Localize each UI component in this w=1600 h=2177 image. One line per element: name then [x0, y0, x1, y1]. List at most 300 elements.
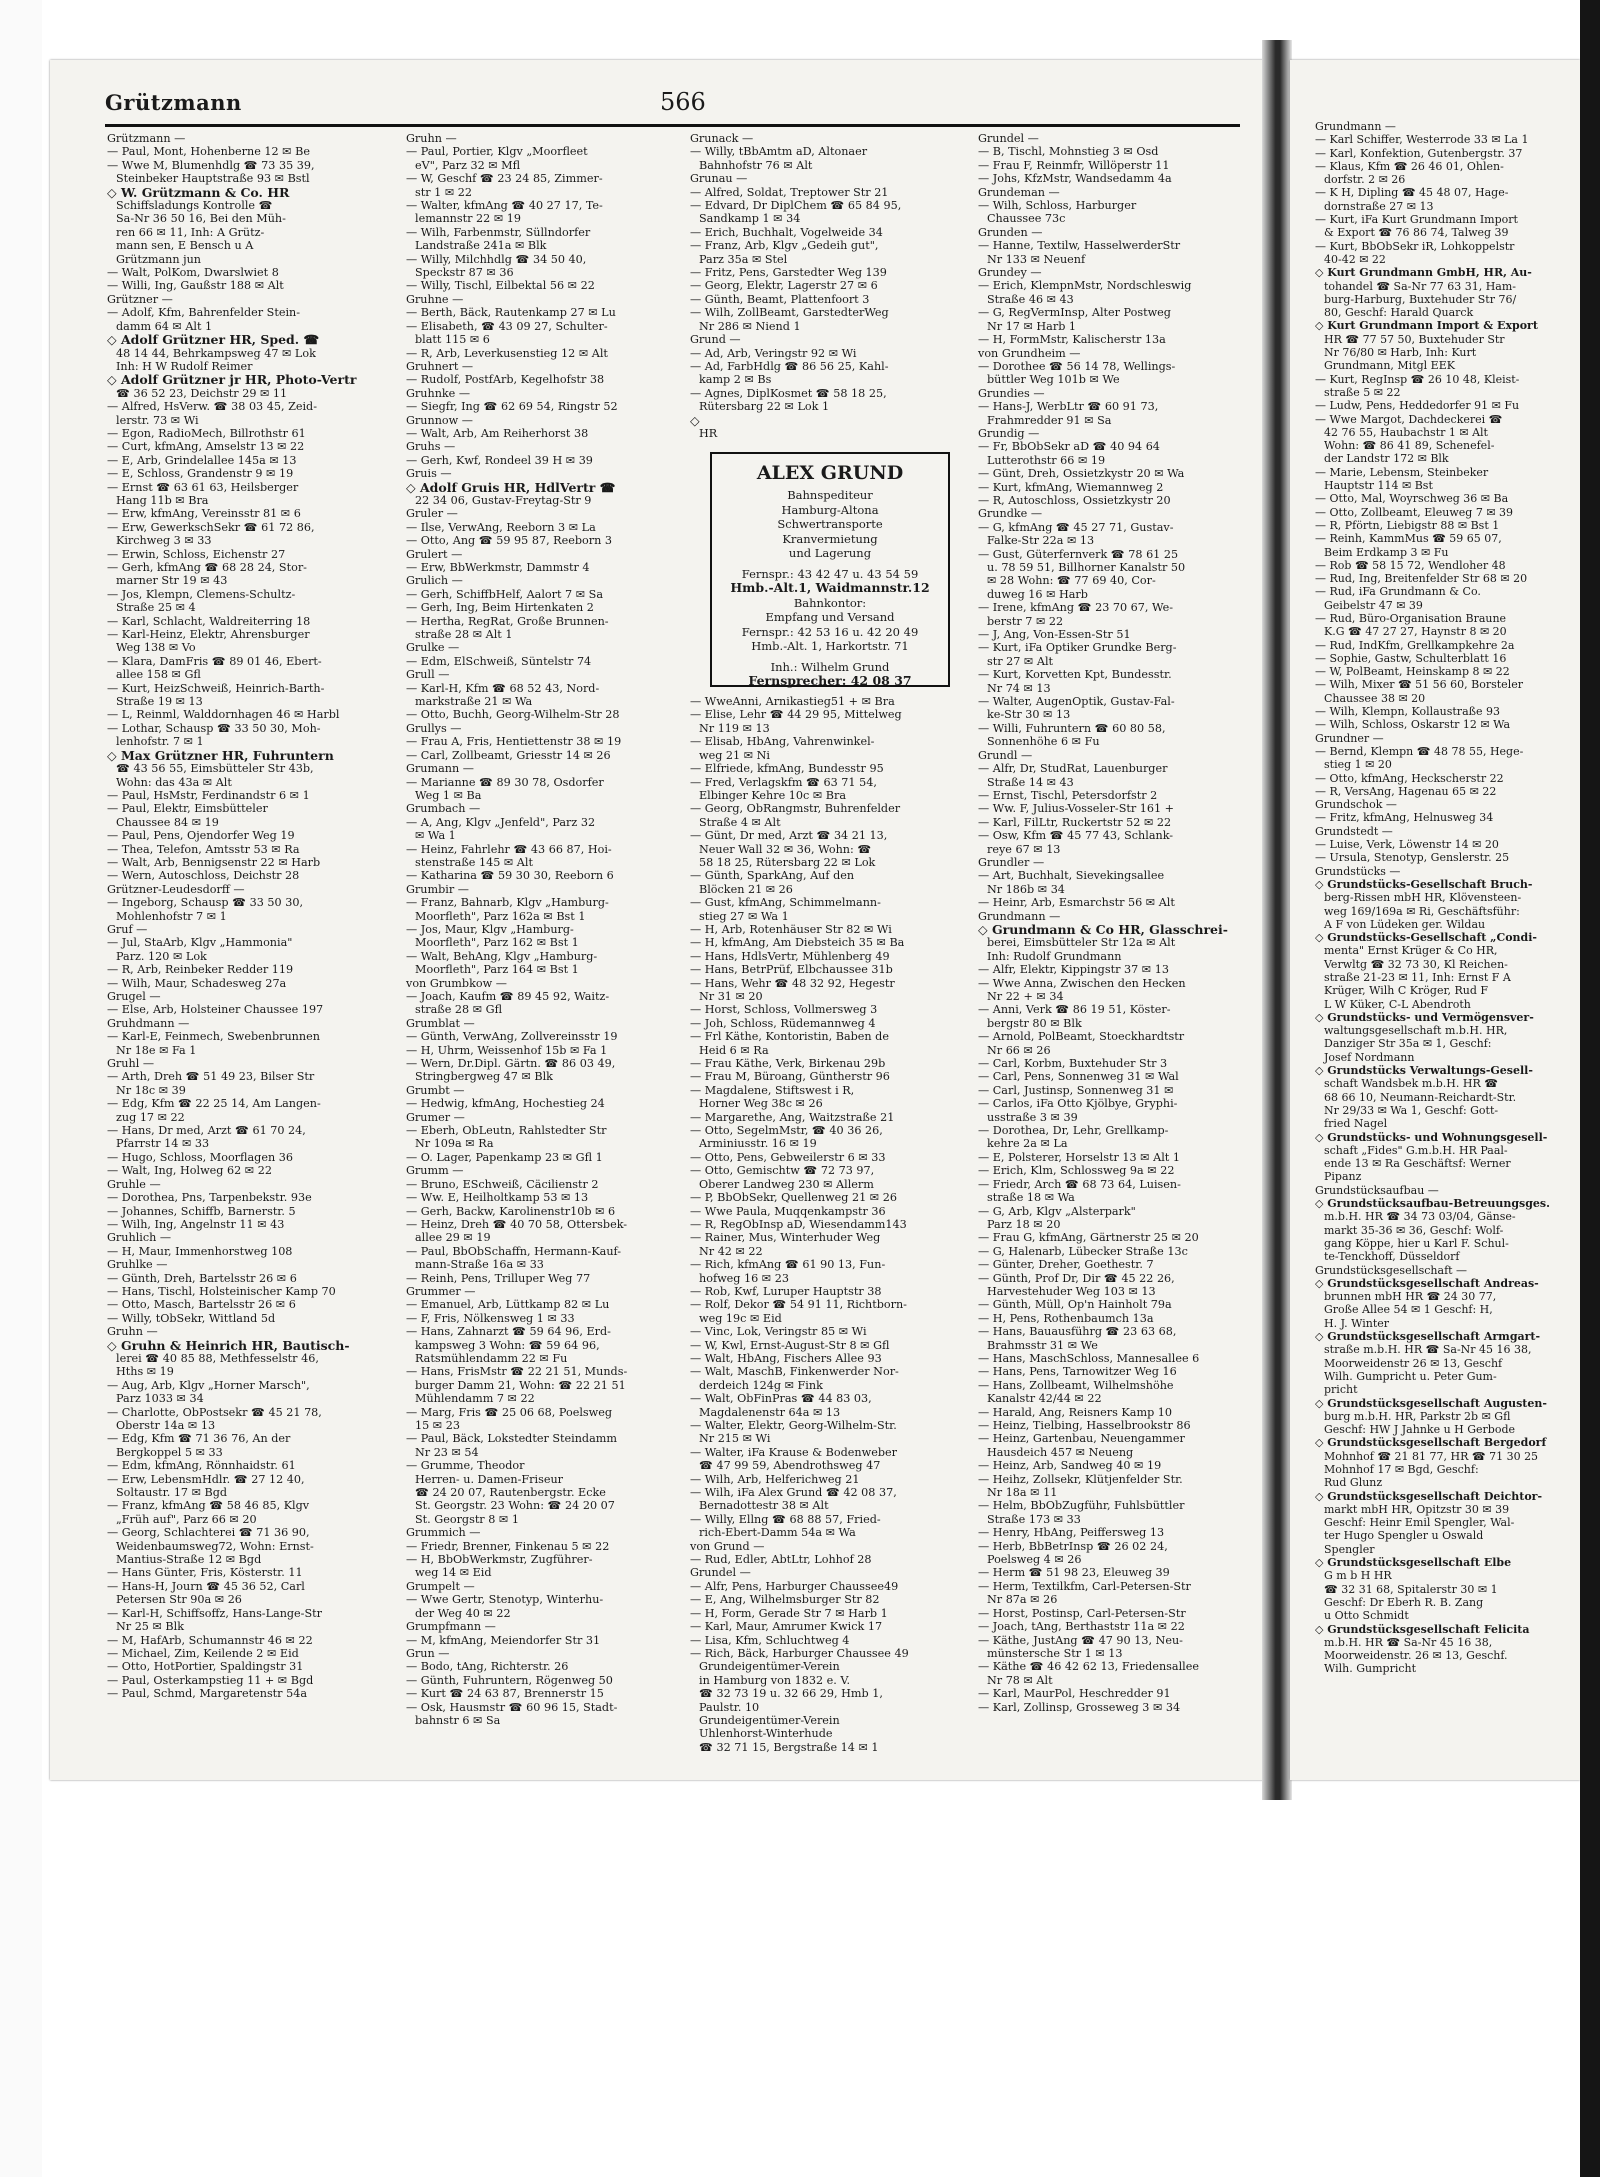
directory-entry: — Art, Buchhalt, Sievekingsallee — [978, 869, 1165, 883]
directory-entry: — Günth, Dreh, Bartelsstr 26 ✉ 6 — [107, 1271, 297, 1285]
directory-entry: weg 19c ✉ Eid — [699, 1311, 782, 1325]
directory-entry: stenstraße 145 ✉ Alt — [415, 855, 533, 869]
directory-entry: — Edg, Kfm ☎ 22 25 14, Am Langen- — [107, 1097, 321, 1111]
directory-entry: ◇ Grundstücks- und Vermögensver- — [1315, 1010, 1534, 1024]
directory-entry: Grundmann — — [1315, 120, 1396, 133]
directory-entry: — Heinr, Arb, Esmarchstr 56 ✉ Alt — [978, 896, 1175, 910]
directory-entry: Grumbir — — [406, 882, 469, 896]
ad-line: Bahnspediteur — [787, 488, 873, 502]
directory-entry: ter Hugo Spengler u Oswald — [1324, 1529, 1484, 1543]
directory-entry: — Wilh, Schloss, Harburger — [978, 199, 1137, 213]
directory-entry: — Johannes, Schiffb, Barnerstr. 5 — [107, 1204, 296, 1218]
directory-entry: Arminiusstr. 16 ✉ 19 — [699, 1137, 817, 1151]
directory-entry: — Magdalene, Stiftswest i R, — [690, 1083, 855, 1097]
directory-entry: hofweg 16 ✉ 23 — [699, 1271, 789, 1285]
directory-entry: — Franz, Arb, Klgv „Gedeih gut", — [690, 239, 879, 253]
directory-entry: Weg 138 ✉ Vo — [116, 641, 196, 655]
directory-entry: — H, Pens, Rothenbaumch 13a — [978, 1311, 1154, 1325]
directory-entry: — Günt, Dr med, Arzt ☎ 34 21 13, — [690, 829, 888, 843]
directory-entry: Gruhne — — [406, 292, 464, 306]
directory-entry: — Ww. F, Julius-Vosseler-Str 161 + — [978, 802, 1175, 816]
directory-entry: — Gerh, SchiffbHelf, Aalort 7 ✉ Sa — [406, 587, 603, 601]
directory-entry: — Karl, Maur, Amrumer Kwick 17 — [690, 1620, 883, 1634]
directory-entry: ☎ 36 52 23, Deichstr 29 ✉ 11 — [116, 386, 288, 400]
directory-entry: ✉ Wa 1 — [415, 829, 456, 843]
directory-entry: — Edvard, Dr DiplChem ☎ 65 84 95, — [690, 199, 902, 213]
directory-entry: A F von Lüdeken ger. Wildau — [1324, 917, 1486, 931]
directory-entry: Gruhnert — — [406, 359, 474, 373]
directory-entry: derdeich 124g ✉ Fink — [699, 1378, 823, 1392]
directory-entry: — Rich, Bäck, Harburger Chaussee 49 — [690, 1646, 909, 1660]
directory-entry: Gruhlke — — [107, 1258, 168, 1272]
ad-address: Hmb.-Alt. 1, Harkortstr. 71 — [751, 639, 909, 653]
directory-entry: — Gerh, Kwf, Rondeel 39 H ✉ 39 — [406, 453, 593, 467]
directory-entry: brunnen mbH HR ☎ 24 30 77, — [1324, 1290, 1497, 1304]
directory-entry: Magdalenenstr 64a ✉ 13 — [699, 1405, 841, 1419]
directory-entry: — Irene, kfmAng ☎ 23 70 67, We- — [978, 601, 1174, 615]
directory-entry: — Günth, VerwAng, Zollvereinsstr 19 — [406, 1030, 618, 1044]
directory-entry: — Paul, BbObSchaffn, Hermann-Kauf- — [406, 1244, 622, 1258]
directory-entry: Horner Weg 38c ✉ 26 — [699, 1097, 823, 1111]
directory-entry: — Hans, Pens, Tarnowitzer Weg 16 — [978, 1365, 1177, 1379]
directory-entry: fried Nagel — [1324, 1117, 1388, 1131]
directory-entry: Grullys — — [406, 721, 462, 735]
directory-entry: — E, Ang, Wilhelmsburger Str 82 — [690, 1593, 880, 1607]
directory-entry: Grundler — — [978, 855, 1045, 869]
directory-entry: — Hans, HdlsVertr, Mühlenberg 49 — [690, 949, 890, 963]
directory-entry: — Aug, Arb, Klgv „Horner Marsch", — [107, 1378, 310, 1392]
directory-entry: — Walter, iFa Krause & Bodenweber — [690, 1445, 897, 1459]
directory-entry: Heid 6 ✉ Ra — [699, 1043, 769, 1057]
directory-entry: — Georg, ObRangmstr, Buhrenfelder — [690, 802, 901, 816]
directory-entry: Grützmann jun — [116, 252, 202, 266]
directory-entry: — H, Form, Gerade Str 7 ✉ Harb 1 — [690, 1606, 888, 1620]
directory-entry: — WweAnni, Arnikastieg51 + ✉ Bra — [690, 695, 895, 709]
directory-entry: Rud Glunz — [1324, 1476, 1383, 1490]
directory-entry: tohandel ☎ Sa-Nr 77 63 31, Ham- — [1324, 279, 1517, 293]
directory-entry: — Hanne, Textilw, HasselwerderStr — [978, 239, 1181, 253]
directory-entry: Josef Nordmann — [1324, 1050, 1415, 1064]
directory-column-1 — [107, 132, 357, 1752]
directory-entry: — H, Uhrm, Weissenhof 15b ✉ Fa 1 — [406, 1043, 608, 1057]
directory-entry: — Heinz, Arb, Sandweg 40 ✉ 19 — [978, 1459, 1162, 1473]
directory-entry: Paulstr. 10 — [699, 1700, 760, 1714]
directory-entry: — O. Lager, Papenkamp 23 ✉ Gfl 1 — [406, 1150, 603, 1164]
directory-entry: — Dorothea, Pns, Tarpenbekstr. 93e — [107, 1191, 312, 1205]
directory-entry: — Egon, RadioMech, Billrothstr 61 — [107, 426, 306, 440]
directory-entry: lerstr. 73 ✉ Wi — [116, 413, 199, 427]
directory-entry: — Georg, Elektr, Lagerstr 27 ✉ 6 — [690, 279, 878, 293]
directory-entry: Stringbergweg 47 ✉ Blk — [415, 1070, 553, 1084]
directory-entry: str 27 ✉ Alt — [987, 654, 1054, 668]
directory-entry: Uhlenhorst-Winterhude — [699, 1727, 833, 1741]
directory-entry: Grundstücksaufbau — — [1315, 1183, 1439, 1197]
directory-entry: — Walt, ObFinPras ☎ 44 83 03, — [690, 1392, 872, 1406]
directory-entry: Moorfleth", Parz 162a ✉ Bst 1 — [415, 909, 586, 923]
directory-entry: Oberstr 14a ✉ 13 — [116, 1419, 216, 1432]
directory-entry: — Erw, kfmAng, Vereinsstr 81 ✉ 6 — [107, 507, 301, 521]
directory-entry: — Hertha, RegRat, Große Brunnen- — [406, 614, 609, 628]
directory-entry: — Lisa, Kfm, Schluchtweg 4 — [690, 1633, 850, 1647]
directory-entry: — Karl-H, Kfm ☎ 68 52 43, Nord- — [406, 681, 600, 695]
directory-entry: — Erich, KlempnMstr, Nordschleswig — [978, 279, 1192, 293]
directory-entry: Grumbach — — [406, 802, 481, 816]
directory-entry: — Ad, FarbHdlg ☎ 86 56 25, Kahl- — [690, 359, 889, 373]
directory-entry: 15 ✉ 23 — [415, 1419, 460, 1432]
directory-entry: — P, BbObSekr, Quellenweg 21 ✉ 26 — [690, 1191, 897, 1205]
directory-entry: — Erich, Buchhalt, Vogelweide 34 — [690, 225, 883, 239]
directory-entry: ◇ Adolf Grützner jr HR, Photo-Vertr — [107, 372, 357, 388]
directory-entry: — Ludw, Pens, Heddedorfer 91 ✉ Fu — [1315, 399, 1520, 413]
directory-entry: Kirchweg 3 ✉ 33 — [116, 534, 212, 548]
ad-line: Hamburg-Altona — [781, 502, 879, 517]
directory-entry: — Wilh, Farbenmstr, Süllndorfer — [406, 225, 591, 239]
directory-entry: Grundner — — [1315, 731, 1384, 745]
directory-entry: — Käthe ☎ 46 42 62 13, Friedensallee — [978, 1660, 1199, 1674]
directory-entry: — Erw, LebensmHdlr. ☎ 27 12 40, — [107, 1472, 305, 1486]
directory-entry: — J, Ang, Von-Essen-Str 51 — [978, 628, 1131, 642]
directory-entry: HR — [699, 426, 718, 440]
directory-entry: Wohn: das 43a ✉ Alt — [116, 775, 232, 789]
directory-entry: 40-42 ✉ 22 — [1324, 252, 1386, 266]
directory-entry: — Frau G, kfmAng, Gärtnerstr 25 ✉ 20 — [978, 1231, 1199, 1245]
directory-entry: — Edg, Kfm ☎ 71 36 76, An der — [107, 1432, 291, 1446]
directory-entry: & Export ☎ 76 86 74, Talweg 39 — [1324, 226, 1509, 240]
directory-entry: Nr 78 ✉ Alt — [987, 1673, 1053, 1687]
directory-entry: — Willy, Milchhdlg ☎ 34 50 40, — [406, 252, 587, 266]
directory-entry: — Jos, Klempn, Clemens-Schultz- — [107, 587, 296, 601]
directory-entry: Gruhlich — — [107, 1231, 172, 1245]
directory-entry: allee 29 ✉ 19 — [415, 1231, 491, 1245]
directory-entry: — Agnes, DiplKosmet ☎ 58 18 25, — [690, 386, 887, 400]
directory-entry: Hauptstr 114 ✉ Bst — [1324, 479, 1433, 493]
directory-entry: — Edm, kfmAng, Rönnhaidstr. 61 — [107, 1459, 296, 1473]
directory-entry: — Otto, HotPortier, Spaldingstr 31 — [107, 1660, 304, 1674]
directory-entry: Nr 87a ✉ 26 — [987, 1593, 1058, 1607]
directory-entry: Geschf: Dr Eberh R. B. Zang — [1324, 1595, 1484, 1609]
ad-phone: Fernsprecher: 42 08 37 — [748, 673, 912, 688]
directory-entry: — Otto, Buchh, Georg-Wilhelm-Str 28 — [406, 708, 620, 722]
directory-entry: — Alfred, Soldat, Treptower Str 21 — [690, 185, 889, 199]
directory-column-right-page — [1315, 120, 1575, 1760]
directory-entry: — Alfred, HsVerw. ☎ 38 03 45, Zeid- — [107, 400, 317, 414]
directory-entry: Kanalstr 42/44 ✉ 22 — [987, 1392, 1102, 1406]
directory-entry: — Ursula, Stenotyp, Genslerstr. 25 — [1315, 851, 1510, 865]
directory-entry: ◇ Adolf Grützner HR, Sped. ☎ — [107, 332, 320, 348]
directory-entry: stieg 27 ✉ Wa 1 — [699, 909, 789, 923]
directory-entry: Nr 25 ✉ Blk — [116, 1620, 184, 1634]
directory-entry: Gruhn — — [107, 1325, 158, 1339]
page-header — [105, 88, 1240, 124]
directory-entry: — H, Arb, Rotenhäuser Str 82 ✉ Wi — [690, 922, 892, 936]
directory-entry: der Weg 40 ✉ 22 — [415, 1606, 511, 1620]
directory-entry: Hths ✉ 19 — [116, 1365, 174, 1379]
directory-entry: — Paul, Pens, Ojendorfer Weg 19 — [107, 829, 295, 843]
directory-entry: berg-Rissen mbH HR, Klövensteen- — [1324, 891, 1522, 905]
directory-entry: lenhofstr. 7 ✉ 1 — [116, 735, 204, 749]
directory-entry: — Otto, Pens, Gebweilerstr 6 ✉ 33 — [690, 1150, 886, 1164]
directory-entry: — Hans, Zahnarzt ☎ 59 64 96, Erd- — [406, 1325, 611, 1339]
directory-entry: Bergkoppel 5 ✉ 33 — [116, 1445, 223, 1459]
directory-entry: — Heinz, Gartenbau, Neuengammer — [978, 1432, 1185, 1446]
directory-entry: — Else, Arb, Holsteiner Chaussee 197 — [107, 1003, 324, 1017]
directory-entry: Moorfleth", Parz 164 ✉ Bst 1 — [415, 963, 579, 977]
directory-entry: menta" Ernst Krüger & Co HR, — [1324, 944, 1498, 958]
directory-entry: — Ww. E, Heilholtkamp 53 ✉ 13 — [406, 1191, 589, 1205]
directory-entry: Grumann — — [406, 762, 474, 776]
directory-entry: Grund — — [690, 333, 741, 347]
directory-entry: — Kurt, iFa Optiker Grundke Berg- — [978, 641, 1177, 655]
directory-entry: Inh: H W Rudolf Reimer — [116, 359, 253, 373]
directory-entry: Oberer Landweg 230 ✉ Allerm — [699, 1177, 874, 1191]
directory-entry: — Erw, BbWerkmstr, Dammstr 4 — [406, 561, 590, 574]
directory-entry: St. Georgstr 8 ✉ 1 — [415, 1512, 519, 1526]
directory-entry: — Willy, Tischl, Eilbektal 56 ✉ 22 — [406, 279, 595, 293]
directory-entry: — M, HafArb, Schumannstr 46 ✉ 22 — [107, 1633, 313, 1647]
directory-entry: Nr 42 ✉ 22 — [699, 1244, 763, 1258]
directory-entry: bergstr 80 ✉ Blk — [987, 1016, 1082, 1030]
directory-entry: — Friedr, Arch ☎ 68 73 64, Luisen- — [978, 1177, 1181, 1191]
directory-entry: Beim Erdkamp 3 ✉ Fu — [1324, 545, 1449, 559]
directory-entry: — Harald, Ang, Reisners Kamp 10 — [978, 1405, 1173, 1419]
directory-entry: — Sophie, Gastw, Schulterblatt 16 — [1315, 651, 1507, 665]
directory-entry: Sa-Nr 36 50 16, Bei den Müh- — [116, 212, 286, 226]
directory-entry: straße 21-23 ✉ 11, Inh: Ernst F A — [1324, 971, 1511, 984]
directory-entry: — Dorothee ☎ 56 14 78, Wellings- — [978, 359, 1176, 373]
directory-entry: — Heihz, Zollsekr, Klütjenfelder Str. — [978, 1472, 1183, 1486]
directory-entry: — Osw, Kfm ☎ 45 77 43, Schlank- — [978, 829, 1174, 843]
directory-entry: — Kurt, kfmAng, Wiemannweg 2 — [978, 480, 1164, 494]
directory-entry: Nr 18e ✉ Fa 1 — [116, 1043, 197, 1057]
directory-entry: Lutterothstr 66 ✉ 19 — [987, 453, 1106, 467]
directory-entry: Grundke — — [978, 507, 1043, 521]
directory-entry: — Osk, Hausmstr ☎ 60 96 15, Stadt- — [406, 1700, 618, 1714]
directory-entry: — Bruno, ESchweiß, Cäcilienstr 2 — [406, 1177, 599, 1191]
directory-entry: mann-Straße 16a ✉ 33 — [415, 1258, 544, 1272]
directory-entry: — Rud, Büro-Organisation Braune — [1315, 611, 1507, 625]
directory-entry: kamp 2 ✉ Bs — [699, 373, 772, 387]
directory-entry: — Gerh, Backw, Karolinenstr10b ✉ 6 — [406, 1204, 616, 1218]
ad-phone: Fernspr.: 43 42 47 u. 43 54 59 — [741, 566, 919, 581]
directory-entry: ◇ Gruhn & Heinrich HR, Bautisch- — [107, 1337, 350, 1353]
directory-entry: L W Küker, C-L Abendroth — [1324, 997, 1471, 1011]
directory-entry: — Heinz, Dreh ☎ 40 70 58, Ottersbek- — [406, 1217, 628, 1231]
directory-entry: — Johs, KfzMstr, Wandsedamm 4a — [978, 172, 1172, 186]
ad-title: ALEX GRUND — [756, 462, 904, 484]
directory-entry: Straße 46 ✉ 43 — [987, 292, 1074, 306]
directory-entry: — Hans, Dr med, Arzt ☎ 61 70 24, — [107, 1124, 306, 1138]
directory-entry: 22 34 06, Gustav-Freytag-Str 9 — [415, 493, 592, 507]
directory-entry: Nr 119 ✉ 13 — [699, 721, 770, 735]
directory-entry: — Klaus, Kfm ☎ 26 46 01, Ohlen- — [1315, 159, 1504, 173]
directory-entry: — R, Autoschloss, Ossietzkystr 20 — [978, 493, 1171, 507]
directory-entry: Wilh. Gumpricht — [1324, 1662, 1417, 1676]
directory-entry: gang Köppe, hier u Karl F. Schul- — [1324, 1236, 1509, 1250]
directory-entry: — Frl Käthe, Kontoristin, Baben de — [690, 1030, 889, 1044]
directory-entry: — Klara, DamFris ☎ 89 01 46, Ebert- — [107, 654, 322, 668]
directory-entry: — Walt, BehAng, Klgv „Hamburg- — [406, 949, 598, 963]
directory-entry: ☎ 47 99 59, Abendrothsweg 47 — [699, 1459, 881, 1473]
directory-entry: Wilh. Gumpricht u. Peter Gum- — [1324, 1369, 1497, 1383]
directory-entry: Poelsweg 4 ✉ 26 — [987, 1553, 1082, 1567]
directory-entry: Grunack — — [690, 132, 754, 145]
directory-entry: lerei ☎ 40 85 88, Methfesselstr 46, — [116, 1351, 319, 1365]
directory-entry: Nr 23 ✉ 54 — [415, 1445, 479, 1459]
directory-entry: Grumbt — — [406, 1083, 465, 1097]
directory-entry: — Hugo, Schloss, Moorflagen 36 — [107, 1150, 293, 1164]
directory-entry: — Walt, Arb, Am Reiherhorst 38 — [406, 426, 589, 440]
directory-entry: — Karl-E, Feinmech, Swebenbrunnen — [107, 1030, 320, 1044]
directory-entry: — Rolf, Dekor ☎ 54 91 11, Richtborn- — [690, 1298, 907, 1312]
directory-entry: weg 21 ✉ Ni — [699, 748, 771, 762]
directory-entry: — Ernst, Tischl, Petersdorfstr 2 — [978, 788, 1158, 802]
directory-entry: Straße 25 ✉ 4 — [116, 601, 196, 615]
directory-entry: Brahmsstr 31 ✉ We — [987, 1338, 1098, 1352]
directory-entry: — Walt, HbAng, Fischers Allee 93 — [690, 1351, 882, 1365]
directory-entry: Gruhl — — [107, 1057, 155, 1071]
directory-entry: Weidenbaumsweg72, Wohn: Ernst- — [116, 1539, 314, 1553]
directory-entry: — Frau F, Reinmfr, Willöperstr 11 — [978, 158, 1170, 172]
directory-entry: Grundeigentümer-Verein — [699, 1713, 840, 1727]
directory-entry: — Walter, Elektr, Georg-Wilhelm-Str. — [690, 1419, 897, 1432]
directory-entry: — Günter, Dreher, Goethestr. 7 — [978, 1258, 1154, 1272]
directory-entry: weg 169/169a ✉ Ri, Geschäftsführ: — [1324, 904, 1520, 918]
directory-entry: — Kurt, BbObSekr iR, Lohkoppelstr — [1315, 239, 1515, 253]
directory-entry: — Otto, SegelmMstr, ☎ 40 36 26, — [690, 1124, 883, 1138]
directory-entry: burger Damm 21, Wohn: ☎ 22 21 51 — [415, 1378, 626, 1392]
directory-entry: Gruhnke — — [406, 386, 471, 400]
directory-entry: — Rich, kfmAng ☎ 61 90 13, Fun- — [690, 1258, 886, 1272]
directory-entry: — Günth, Beamt, Plattenfoort 3 — [690, 292, 870, 306]
directory-entry: Grundstücksgesellschaft — — [1315, 1263, 1468, 1277]
directory-entry: Nr 186b ✉ 34 — [987, 882, 1065, 896]
directory-entry: Blöcken 21 ✉ 26 — [699, 882, 793, 896]
directory-entry: — H, Maur, Immenhorstweg 108 — [107, 1244, 293, 1258]
directory-entry: — Ingeborg, Schausp ☎ 33 50 30, — [107, 896, 304, 910]
directory-entry: ☎ 43 56 55, Eimsbütteler Str 43b, — [116, 762, 314, 776]
directory-entry: ◇ Kurt Grundmann GmbH, HR, Au- — [1315, 266, 1532, 280]
scan-margin — [0, 0, 42, 2177]
directory-entry: — Gerh, kfmAng ☎ 68 28 24, Stor- — [107, 561, 307, 574]
directory-entry: — Otto, Masch, Bartelsstr 26 ✉ 6 — [107, 1298, 296, 1312]
directory-entry: Hausdeich 457 ✉ Neueng — [987, 1445, 1134, 1459]
directory-entry: — R, Arb, Reinbeker Redder 119 — [107, 963, 294, 977]
directory-entry: dornstraße 27 ✉ 13 — [1324, 199, 1434, 213]
directory-entry: der Landstr 172 ✉ Blk — [1324, 452, 1449, 466]
directory-entry: — Alfr, Dr, StudRat, Lauenburger — [978, 762, 1168, 776]
directory-entry: — Kurt, RegInsp ☎ 26 10 48, Kleist- — [1315, 372, 1520, 386]
directory-entry: — H, BbObWerkmstr, Zugführer- — [406, 1553, 593, 1567]
directory-entry: Harvestehuder Weg 103 ✉ 13 — [987, 1284, 1156, 1298]
directory-entry: — Wilh, Maur, Schadesweg 27a — [107, 976, 287, 990]
directory-entry: — Paul, HsMstr, Ferdinandstr 6 ✉ 1 — [107, 788, 310, 802]
directory-entry: — Willi, Ing, Gaußstr 188 ✉ Alt — [107, 279, 284, 293]
directory-entry: — Fritz, Pens, Garstedter Weg 139 — [690, 266, 887, 280]
directory-entry: Mohlenhofstr 7 ✉ 1 — [116, 909, 227, 923]
directory-entry: — Käthe, JustAng ☎ 47 90 13, Neu- — [978, 1633, 1183, 1647]
directory-entry: — Frau M, Büroang, Güntherstr 96 — [690, 1070, 890, 1084]
directory-entry: — Bernd, Klempn ☎ 48 78 55, Hege- — [1315, 744, 1524, 758]
directory-entry: — Otto, Gemischtw ☎ 72 73 97, — [690, 1164, 875, 1178]
directory-entry: — Erw, GewerkschSekr ☎ 61 72 86, — [107, 520, 315, 534]
directory-entry: — Günth, SparkAng, Auf den — [690, 869, 855, 883]
directory-entry: ✉ 28 Wohn: ☎ 77 69 40, Cor- — [987, 574, 1156, 588]
directory-entry: — Rud, iFa Grundmann & Co. — [1315, 585, 1481, 599]
directory-entry: — Rudolf, PostfArb, Kegelhofstr 38 — [406, 373, 605, 387]
directory-entry: — R, Pförtn, Liebigstr 88 ✉ Bst 1 — [1315, 518, 1500, 532]
directory-entry: Speckstr 87 ✉ 36 — [415, 266, 514, 280]
directory-entry: Grundeigentümer-Verein — [699, 1660, 840, 1674]
directory-entry: Nr 76/80 ✉ Harb, Inh: Kurt — [1324, 346, 1477, 360]
directory-entry: blatt 115 ✉ 6 — [415, 333, 490, 347]
directory-entry: Grundeman — — [978, 185, 1060, 199]
directory-entry: — Karl, Schlacht, Waldreiterring 18 — [107, 614, 311, 628]
directory-entry: Schiffsladungs Kontrolle ☎ — [116, 199, 273, 213]
directory-entry: Sonnenhöhe 6 ✉ Fu — [987, 735, 1100, 749]
directory-entry: Parz 18 ✉ 20 — [987, 1217, 1061, 1231]
directory-entry: — Walter, kfmAng ☎ 40 27 17, Te- — [406, 199, 603, 213]
directory-entry: — F, Fris, Nölkensweg 1 ✉ 33 — [406, 1311, 575, 1325]
directory-entry: ◇ Adolf Gruis HR, HdlVertr ☎ — [406, 479, 616, 495]
directory-entry: — Franz, kfmAng ☎ 58 46 85, Klgv — [107, 1499, 310, 1513]
directory-entry: burg m.b.H. HR, Parkstr 2b ✉ Gfl — [1324, 1409, 1511, 1423]
directory-entry: u. 78 59 51, Billhorner Kanalstr 50 — [987, 561, 1186, 574]
directory-entry: Soltaustr. 17 ✉ Bgd — [116, 1486, 228, 1500]
directory-entry: — Rud, IndKfm, Grellkampkehre 2a — [1315, 638, 1515, 652]
directory-entry: Grumblat — — [406, 1016, 475, 1030]
directory-entry: Geschf: HW J Jahnke u H Gerbode — [1324, 1423, 1516, 1437]
directory-entry: „Früh auf", Parz 66 ✉ 20 — [116, 1512, 257, 1526]
directory-entry: — Hans, Wehr ☎ 48 32 92, Hegestr — [690, 976, 895, 990]
header-rule — [105, 124, 1240, 127]
directory-entry: — Hans, Zollbeamt, Wilhelmshöhe — [978, 1378, 1174, 1392]
directory-entry: in Hamburg von 1832 e. V. — [699, 1673, 851, 1687]
directory-entry: — Adolf, Kfm, Bahrenfelder Stein- — [107, 306, 301, 320]
directory-entry: Pfarrstr 14 ✉ 33 — [116, 1137, 210, 1151]
directory-entry: ◇ Grundstücksgesellschaft Augusten- — [1315, 1396, 1547, 1410]
directory-entry: — Carl, Pens, Sonnenweg 31 ✉ Wal — [978, 1070, 1179, 1084]
directory-entry: — Otto, Mal, Woyrschweg 36 ✉ Ba — [1315, 492, 1509, 506]
directory-entry: berstr 7 ✉ 22 — [987, 614, 1064, 628]
directory-entry: — Luise, Verk, Löwenstr 14 ✉ 20 — [1315, 838, 1499, 852]
directory-entry: — Karl, Zollinsp, Grosseweg 3 ✉ 34 — [978, 1700, 1181, 1714]
directory-entry: von Grumbkow — — [406, 976, 507, 990]
directory-entry: — Paul, Schmd, Margaretenstr 54a — [107, 1687, 307, 1701]
directory-entry: Moorweidenstr. 26 ✉ 13, Geschf. — [1324, 1649, 1508, 1663]
directory-entry: — Eberh, ObLeutn, Rahlstedter Str — [406, 1124, 607, 1138]
ad-phone: Fernspr.: 42 53 16 u. 42 20 49 — [741, 624, 919, 639]
book-gutter — [1262, 40, 1292, 1800]
directory-entry: — Carl, Korbm, Buxtehuder Str 3 — [978, 1057, 1168, 1071]
directory-entry: Grundstedt — — [1315, 824, 1393, 838]
directory-entry: usstraße 3 ✉ 39 — [987, 1110, 1078, 1124]
directory-entry: ◇ Grundstücksaufbau-Betreuungsges. — [1315, 1197, 1550, 1211]
directory-entry: Grundl — — [978, 748, 1033, 762]
directory-entry: — E, Schloss, Grandenstr 9 ✉ 19 — [107, 467, 294, 481]
directory-entry: — Wilh, Schloss, Oskarstr 12 ✉ Wa — [1315, 718, 1511, 732]
directory-entry: Nr 17 ✉ Harb 1 — [987, 319, 1077, 333]
directory-entry: Grumpfmann — — [406, 1620, 496, 1634]
directory-entry: dorfstr. 2 ✉ 26 — [1324, 173, 1406, 187]
directory-entry: — Wwe Margot, Dachdeckerei ☎ — [1315, 412, 1503, 426]
directory-entry: — G, kfmAng ☎ 45 27 71, Gustav- — [978, 520, 1174, 534]
directory-entry: — Kurt, iFa Kurt Grundmann Import — [1315, 213, 1518, 227]
directory-entry: Straße 14 ✉ 43 — [987, 775, 1074, 789]
directory-entry: Grull — — [406, 668, 450, 682]
directory-entry: 48 14 44, Behrkampsweg 47 ✉ Lok — [116, 346, 316, 360]
directory-entry: Hang 11b ✉ Bra — [116, 493, 209, 507]
directory-entry: — Paul, Elektr, Eimsbütteler — [107, 802, 268, 816]
